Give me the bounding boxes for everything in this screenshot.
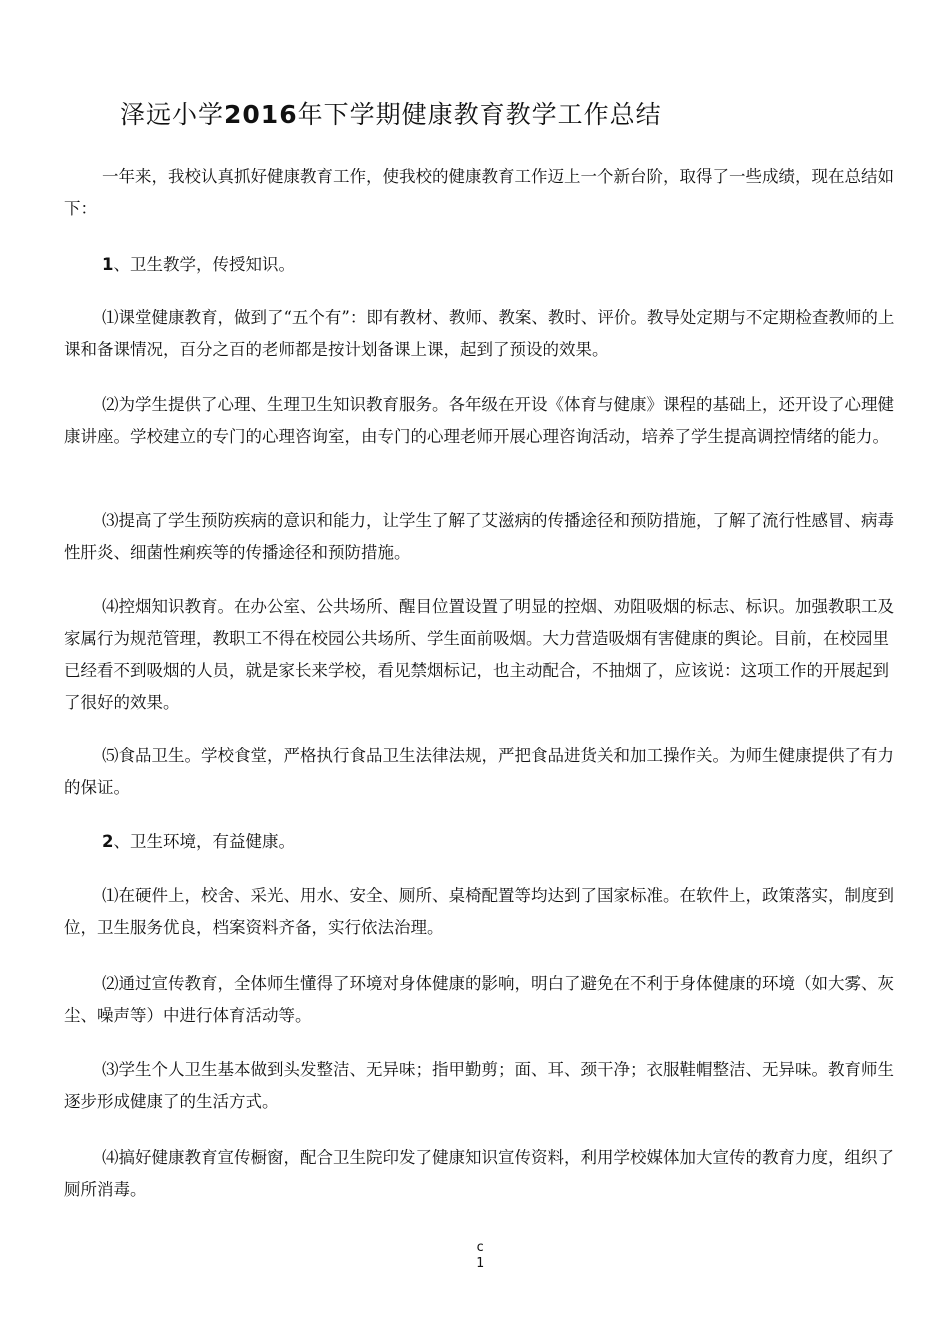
document-title [120,95,662,131]
paragraph-2-1 [64,880,900,944]
paragraph-text: ⑷搞好健康教育宣传橱窗，配合卫生院印发了健康知识宣传资料，利用学校媒体加大宣传的教育力度，组织了厕所消毒。 [64,1148,894,1199]
paragraph-intro [64,161,900,225]
section-heading-2 [64,826,900,858]
page-number: 1 [476,1256,484,1271]
paragraph-text: ⑷控烟知识教育。在办公室、公共场所、醒目位置设置了明显的控烟、劝阻吸烟的标志、标识。加强教职工及家属行为规范管理，教职工不得在校园公共场所、学生面前吸烟。大力营造吸烟有害健康的舆论。目前，在校园里已经看不到吸烟的人员，就是家长来学校，看见禁烟标记，也主动配合，不抽烟了，应该说：这项工作的开展起到了很好的效果。 [64,597,894,712]
section-heading-text: 、卫生环境，有益健康。 [113,832,295,851]
paragraph-1-5 [64,740,900,804]
paragraph-text: ⑵通过宣传教育，全体师生懂得了环境对身体健康的影响，明白了避免在不利于身体健康的环境（如大雾、灰尘、噪声等）中进行体育活动等。 [64,974,894,1025]
page-footer [465,1240,495,1272]
paragraph-text: ⑴在硬件上，校舍、采光、用水、安全、厕所、桌椅配置等均达到了国家标准。在软件上，政策落实，制度到位，卫生服务优良，档案资料齐备，实行依法治理。 [64,886,894,937]
section-heading-1 [64,249,900,281]
paragraph-1-2 [64,389,900,453]
section-number: 2 [102,832,114,851]
paragraph-text: ⑶学生个人卫生基本做到头发整洁、无异味；指甲勤剪；面、耳、颈干净；衣服鞋帽整洁、无异味。教育师生逐步形成健康了的生活方式。 [64,1060,894,1111]
section-number: 1 [102,255,114,274]
paragraph-text: ⑸食品卫生。学校食堂，严格执行食品卫生法律法规，严把食品进货关和加工操作关。为师生健康提供了有力的保证。 [64,746,894,797]
section-heading-text: 、卫生教学，传授知识。 [113,255,295,274]
paragraph-1-4 [64,591,900,719]
title-prefix: 泽远小学 [120,100,225,129]
paragraph-2-3 [64,1054,900,1118]
paragraph-1-1 [64,302,900,366]
paragraph-2-4 [64,1142,900,1206]
title-suffix: 年下学期健康教育教学工作总结 [297,100,662,129]
footer-line-1: c [476,1240,484,1255]
paragraph-text: 一年来，我校认真抓好健康教育工作，使我校的健康教育工作迈上一个新台阶，取得了一些成绩，现在总结如下： [64,167,894,218]
paragraph-text: ⑵为学生提供了心理、生理卫生知识教育服务。各年级在开设《体育与健康》课程的基础上，还开设了心理健康讲座。学校建立的专门的心理咨询室，由专门的心理老师开展心理咨询活动，培养了学生提高调控情绪的能力。 [64,395,894,446]
title-year: 2016 [224,100,298,129]
paragraph-1-3 [64,505,900,569]
paragraph-text: ⑶提高了学生预防疾病的意识和能力，让学生了解了艾滋病的传播途径和预防措施，了解了流行性感冒、病毒性肝炎、细菌性痢疾等的传播途径和预防措施。 [64,511,894,562]
paragraph-text: ⑴课堂健康教育，做到了“五个有”：即有教材、教师、教案、教时、评价。教导处定期与不定期检查教师的上课和备课情况，百分之百的老师都是按计划备课上课，起到了预设的效果。 [64,308,895,359]
paragraph-2-2 [64,968,900,1032]
